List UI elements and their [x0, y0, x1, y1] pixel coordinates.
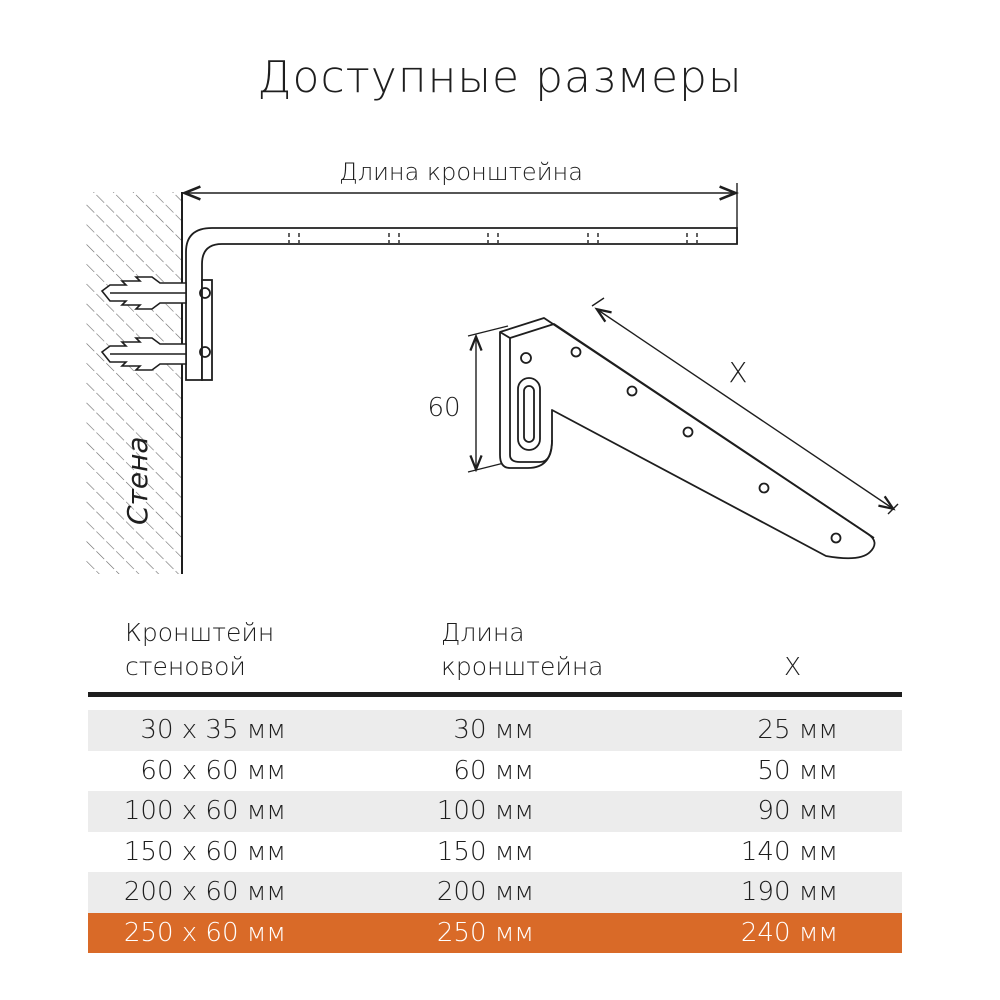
cell-x: 25 мм — [757, 715, 838, 745]
wall-label: Стена — [121, 436, 154, 525]
header-bracket-line2: стеновой — [125, 652, 246, 681]
cell-x: 50 мм — [757, 755, 838, 786]
cell-length: 200 мм — [436, 877, 534, 907]
table-row-highlighted — [88, 913, 902, 954]
table-row — [88, 872, 902, 913]
table-row — [88, 751, 902, 792]
height-label: 60 — [427, 393, 461, 423]
header-length-line2: кронштейна — [441, 652, 604, 681]
header-bracket — [125, 616, 274, 684]
length-label: Длина кронштейна — [339, 158, 583, 186]
sizes-table — [88, 710, 902, 953]
cell-length: 150 мм — [436, 836, 534, 867]
header-length — [441, 616, 604, 684]
header-bracket-line1: Кронштейн — [125, 618, 275, 647]
cell-length: 30 мм — [453, 715, 534, 745]
cell-length: 60 мм — [453, 755, 534, 786]
cell-bracket: 200 х 60 мм — [123, 877, 286, 907]
table-row — [88, 832, 902, 873]
angle-bracket — [500, 318, 875, 558]
table-row — [88, 791, 902, 832]
cell-x: 190 мм — [740, 877, 838, 907]
table-row — [88, 710, 902, 751]
cell-x: 240 мм — [740, 917, 838, 948]
cell-length: 100 мм — [436, 796, 534, 826]
cell-bracket: 60 х 60 мм — [140, 755, 286, 786]
cell-length: 250 мм — [436, 917, 534, 948]
header-rule — [88, 692, 902, 697]
cell-bracket: 250 х 60 мм — [123, 917, 286, 948]
side-bracket — [186, 228, 737, 380]
cell-x: 140 мм — [740, 836, 838, 867]
cell-bracket: 150 х 60 мм — [123, 836, 286, 867]
cell-bracket: 100 х 60 мм — [123, 796, 286, 826]
header-x: X — [784, 652, 802, 681]
cell-bracket: 30 х 35 мм — [140, 715, 286, 745]
header-length-line1: Длина — [441, 618, 525, 647]
x-label: X — [728, 356, 748, 389]
page-title: Доступные размеры — [257, 52, 743, 103]
cell-x: 90 мм — [757, 796, 838, 826]
